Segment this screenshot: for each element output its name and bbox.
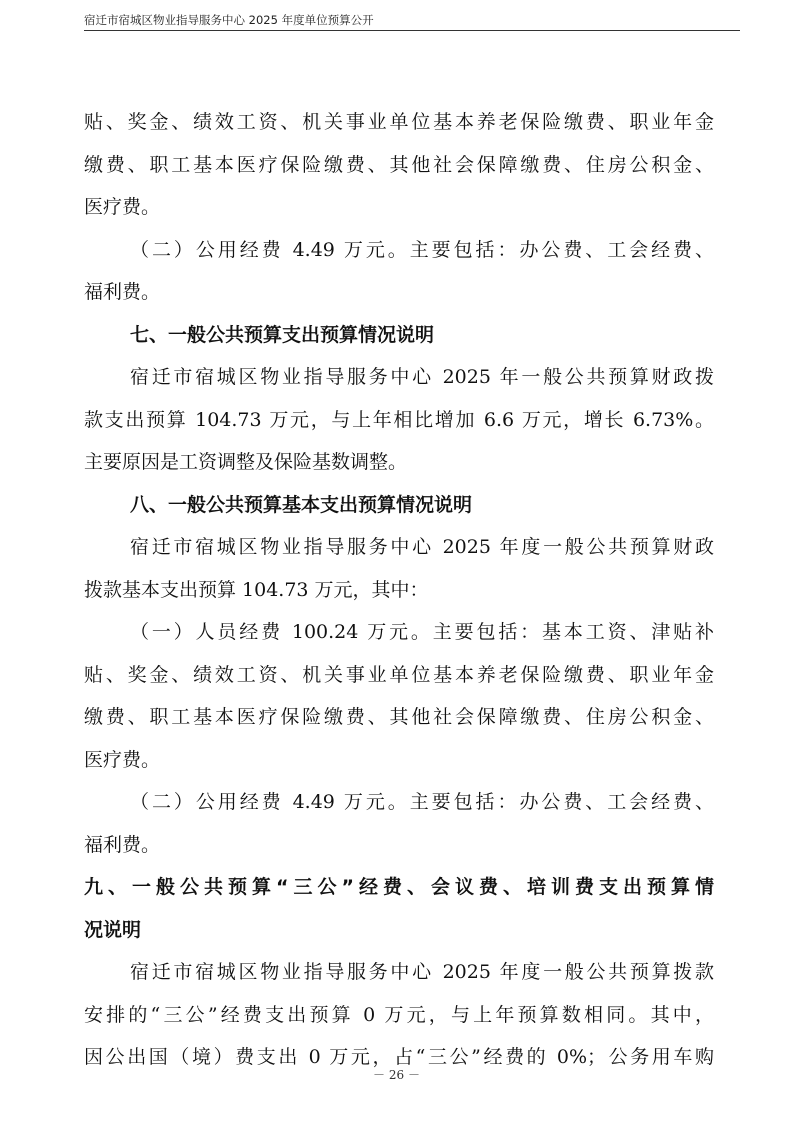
body-line: 主要原因是工资调整及保险基数调整。 xyxy=(84,451,408,473)
section-heading-7: 七、一般公共预算支出预算情况说明 xyxy=(130,324,435,346)
section-heading-9-cont: 况说明 xyxy=(84,919,142,941)
body-line: 贴、奖金、绩效工资、机关事业单位基本养老保险缴费、职业年金 xyxy=(84,111,714,133)
body-line: （一）人员经费 100.24 万元。主要包括：基本工资、津贴补 xyxy=(130,621,714,643)
body-line: 款支出预算 104.73 万元，与上年相比增加 6.6 万元，增长 6.73%。 xyxy=(84,409,714,431)
body-line: 缴费、职工基本医疗保险缴费、其他社会保障缴费、住房公积金、 xyxy=(84,706,714,728)
body-line: 缴费、职工基本医疗保险缴费、其他社会保障缴费、住房公积金、 xyxy=(84,154,714,176)
body-line: 贴、奖金、绩效工资、机关事业单位基本养老保险缴费、职业年金 xyxy=(84,664,714,686)
body-line: 医疗费。 xyxy=(84,196,161,218)
body-line: 安排的“三公”经费支出预算 0 万元，与上年预算数相同。其中， xyxy=(84,1004,714,1026)
body-line: 因公出国（境）费支出 0 万元，占“三公”经费的 0%；公务用车购 xyxy=(84,1046,714,1068)
section-heading-8: 八、一般公共预算基本支出预算情况说明 xyxy=(130,494,473,516)
body-line: 福利费。 xyxy=(84,281,161,303)
body-line: （二）公用经费 4.49 万元。主要包括：办公费、工会经费、 xyxy=(130,239,714,261)
header-title: 宿迁市宿城区物业指导服务中心 2025 年度单位预算公开 xyxy=(84,13,374,27)
section-heading-9: 九、一般公共预算“三公”经费、会议费、培训费支出预算情 xyxy=(84,876,714,898)
body-line: 宿迁市宿城区物业指导服务中心 2025 年一般公共预算财政拨 xyxy=(130,366,714,388)
body-line: （二）公用经费 4.49 万元。主要包括：办公费、工会经费、 xyxy=(130,791,714,813)
body-line: 医疗费。 xyxy=(84,749,161,771)
body-line: 宿迁市宿城区物业指导服务中心 2025 年度一般公共预算拨款 xyxy=(130,961,714,983)
header-rule xyxy=(84,30,740,31)
body-line: 拨款基本支出预算 104.73 万元，其中： xyxy=(84,579,429,601)
body-line: 宿迁市宿城区物业指导服务中心 2025 年度一般公共预算财政 xyxy=(130,536,714,558)
body-line: 福利费。 xyxy=(84,834,161,856)
page-number: － 26 － xyxy=(373,1068,420,1082)
